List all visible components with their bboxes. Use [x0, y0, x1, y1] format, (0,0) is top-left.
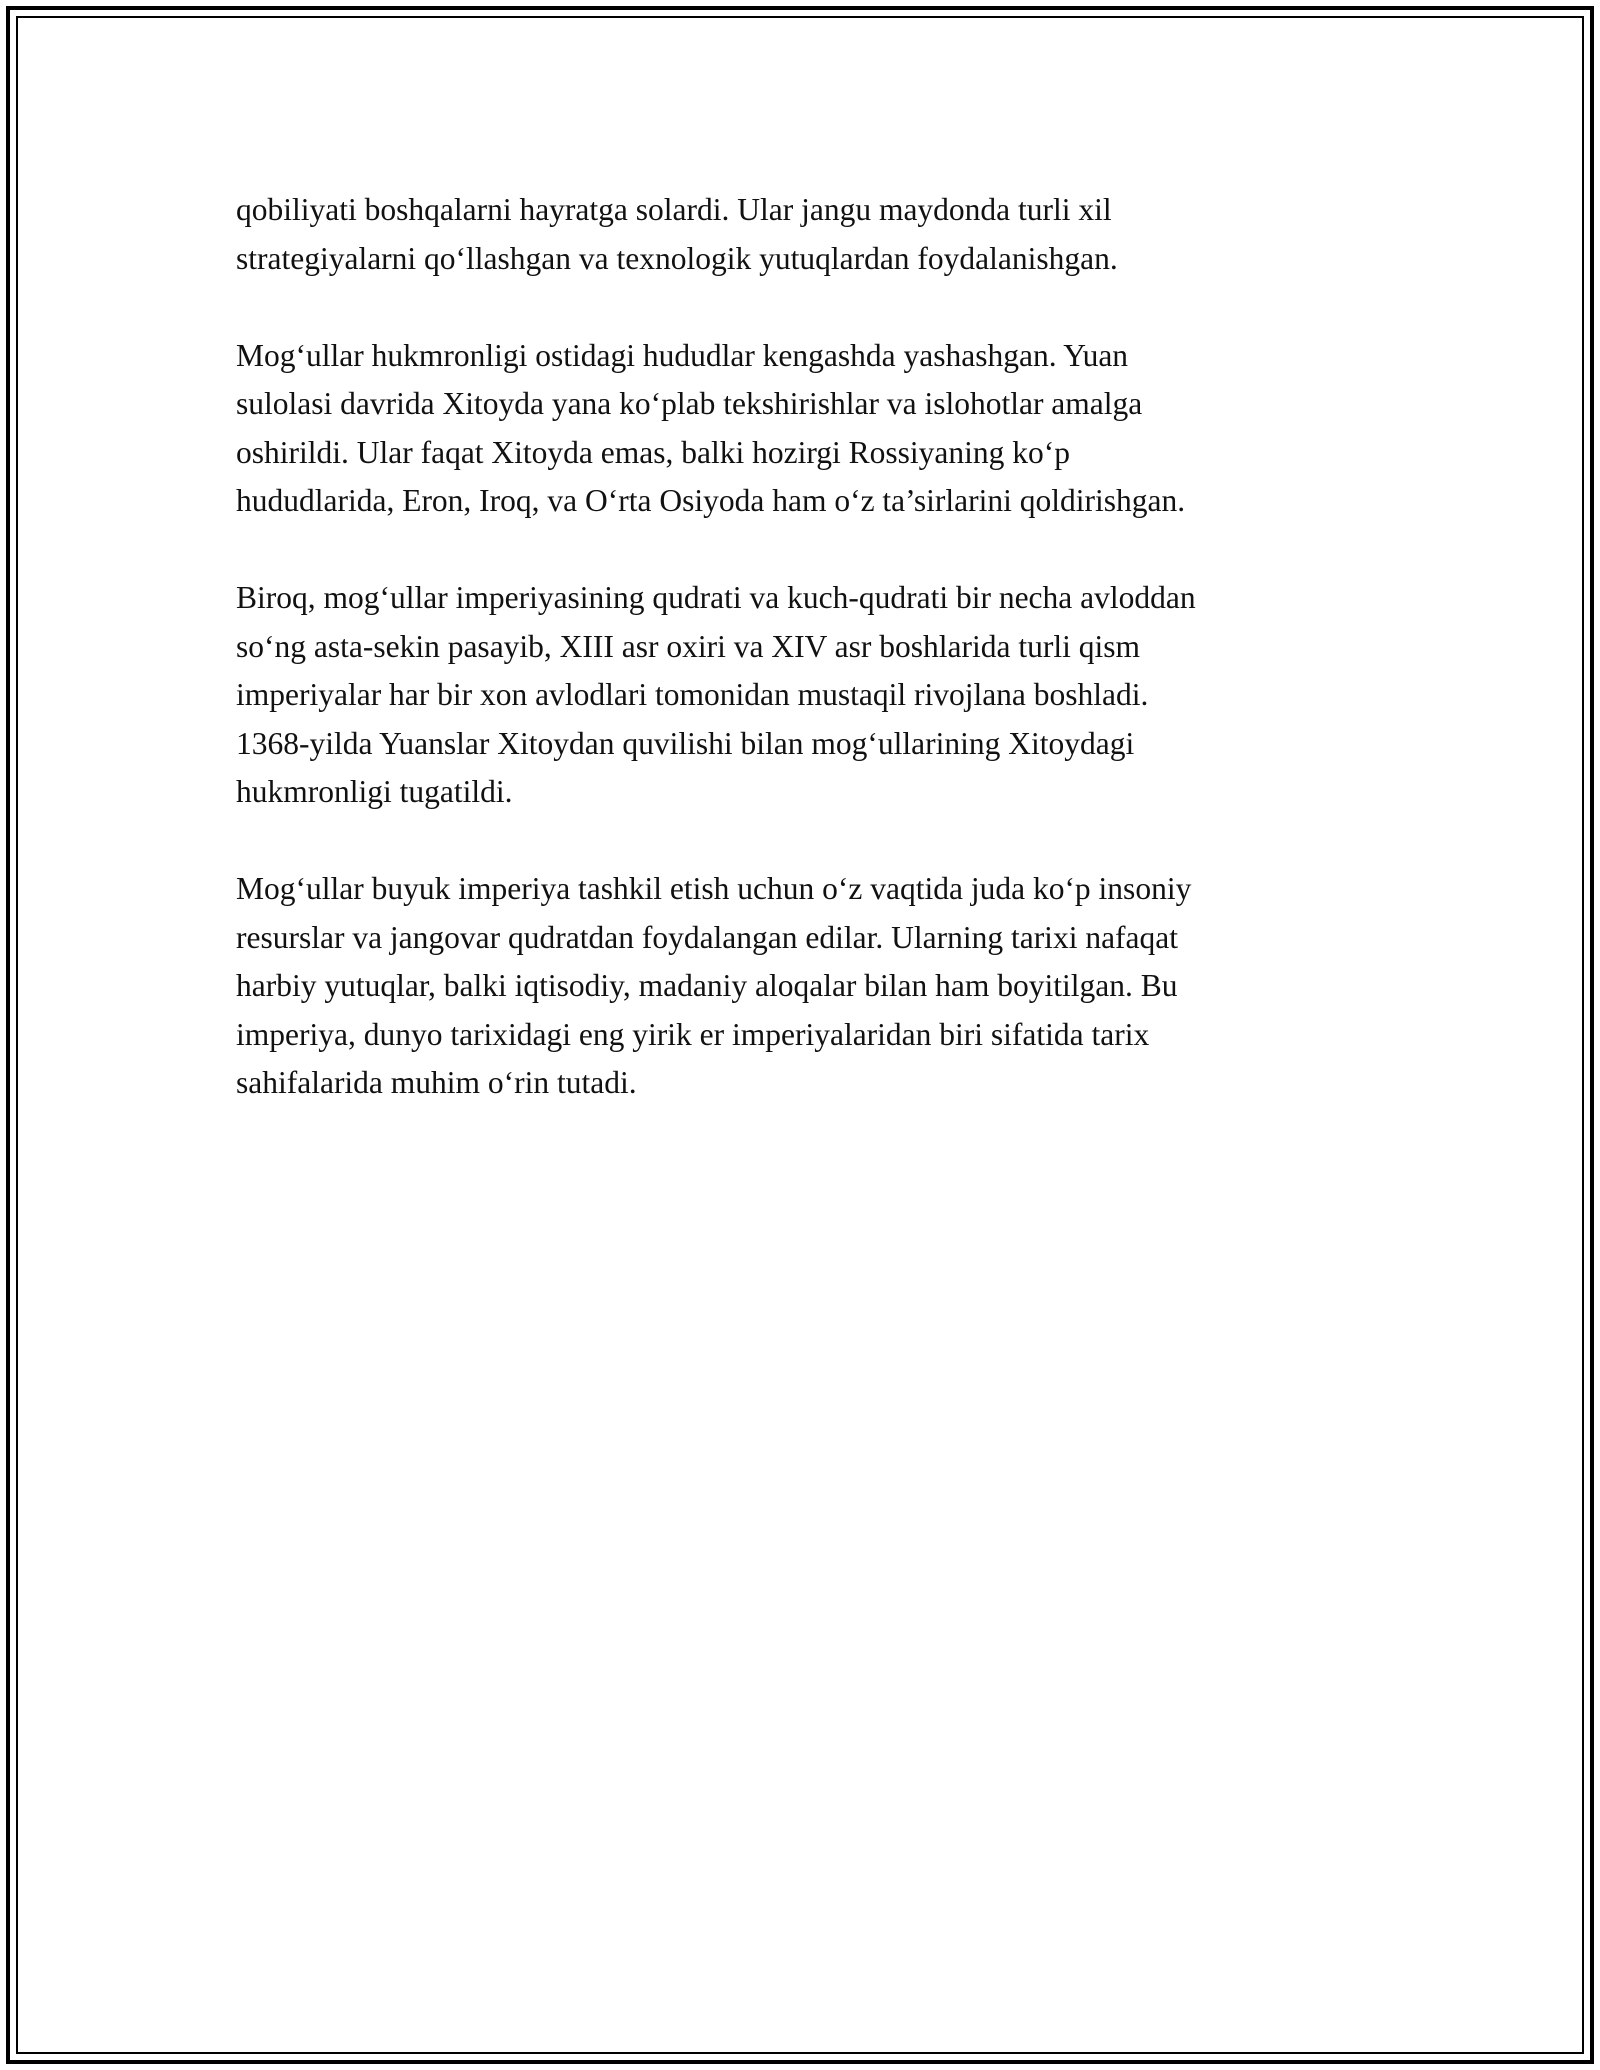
text-line: harbiy yutuqlar, balki iqtisodiy, madaniy aloqalar bilan ham boyitilgan. Bu: [236, 968, 1178, 1003]
text-line: oshirildi. Ular faqat Xitoyda emas, balki hozirgi Rossiyaning ko‘p: [236, 434, 1071, 470]
text-line: imperiya, dunyo tarixidagi eng yirik er imperiyalaridan biri sifatida tarix: [236, 1016, 1150, 1052]
paragraph-4: [236, 865, 1376, 1108]
text-line: Biroq, mog‘ullar imperiyasining qudrati va kuch-qudrati bir necha avloddan: [236, 580, 1196, 615]
text-line: qobiliyati boshqalarni hayratga solardi. Ular jangu maydonda turli xil: [236, 192, 1112, 227]
text-line: sulolasi davrida Xitoyda yana ko‘plab tekshirishlar va islohotlar amalga: [236, 386, 1143, 421]
text-line: Mog‘ullar buyuk imperiya tashkil etish uchun o‘z vaqtida juda ko‘p insoniy: [236, 871, 1192, 906]
text-line: so‘ng asta-sekin pasayib, XIII asr oxiri va XIV asr boshlarida turli qism: [236, 628, 1140, 664]
text-line: imperiyalar har bir xon avlodlari tomonidan mustaqil rivojlana boshladi.: [236, 677, 1149, 712]
text-line: hukmronligi tugatildi.: [236, 774, 513, 809]
paragraph-1: [236, 186, 1376, 283]
text-line: resurslar va jangovar qudratdan foydalangan edilar. Ularning tarixi nafaqat: [236, 919, 1179, 955]
paragraph-3: [236, 574, 1376, 817]
text-line: Mog‘ullar hukmronligi ostidagi hududlar kengashda yashashgan. Yuan: [236, 337, 1129, 373]
text-line: 1368-yilda Yuanslar Xitoydan quvilishi bilan mog‘ullarining Xitoydagi: [236, 725, 1135, 761]
text-line: hududlarida, Eron, Iroq, va O‘rta Osiyoda ham o‘z ta’sirlarini qoldirishgan.: [236, 483, 1186, 518]
text-line: sahifalarida muhim o‘rin tutadi.: [236, 1065, 637, 1100]
text-line: strategiyalarni qo‘llashgan va texnologik yutuqlardan foydalanishgan.: [236, 240, 1118, 276]
document-body: [236, 186, 1376, 1156]
paragraph-2: [236, 332, 1376, 526]
